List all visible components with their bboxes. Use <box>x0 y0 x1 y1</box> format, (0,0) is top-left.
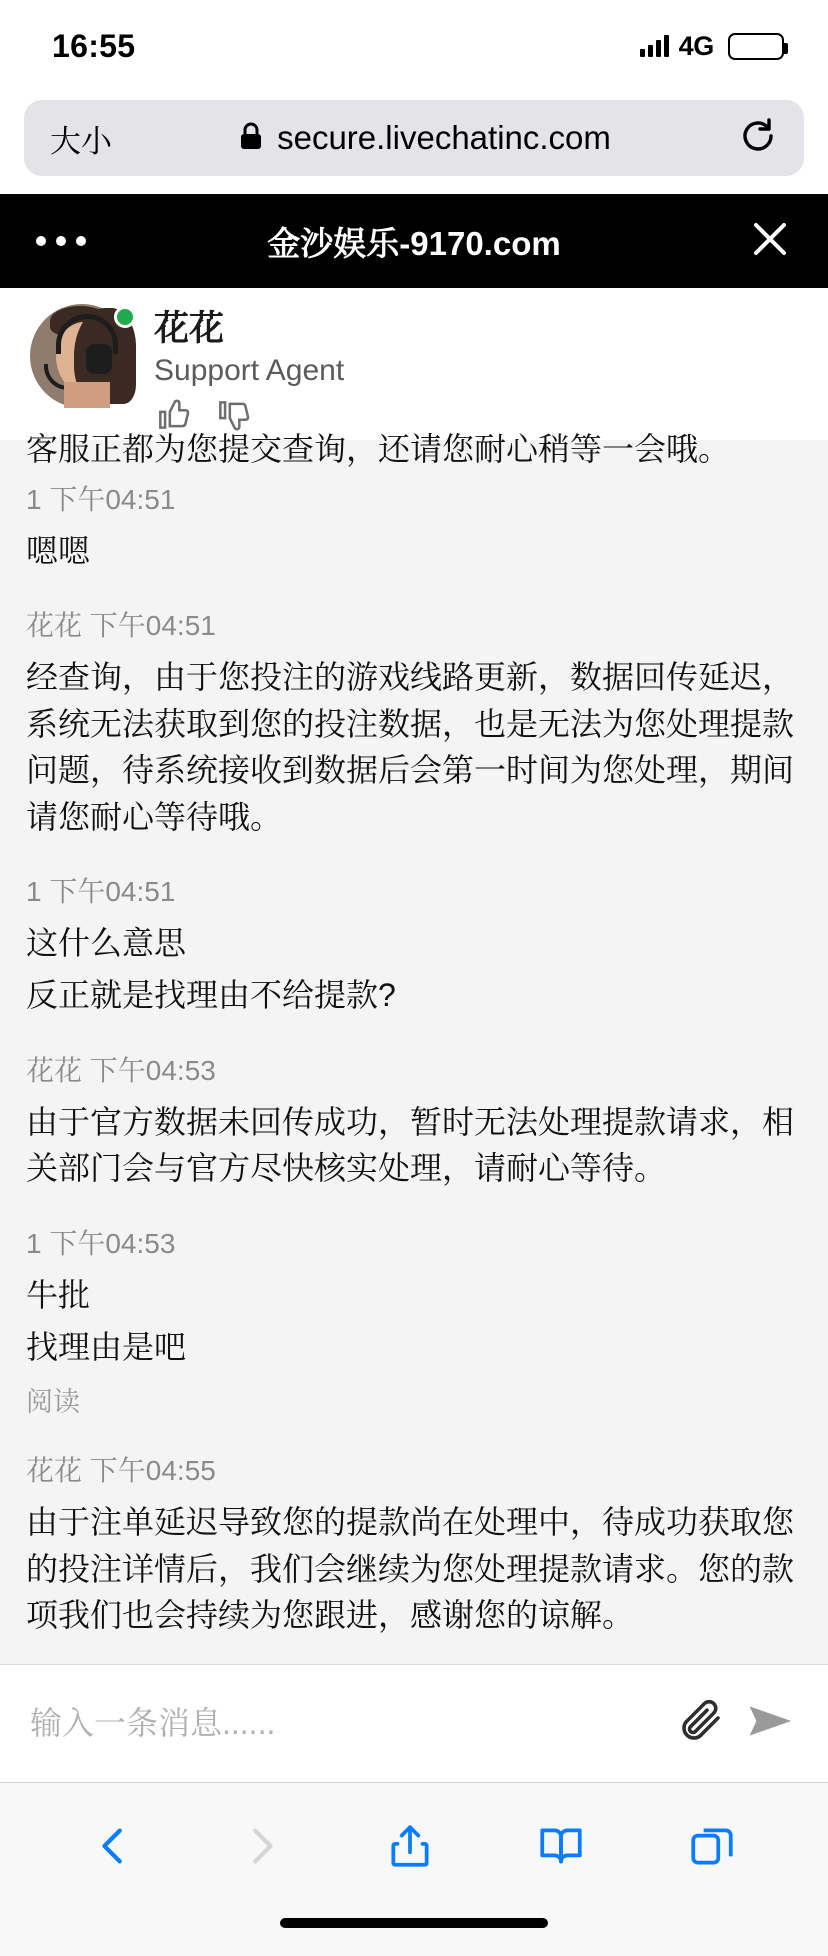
more-dots-icon[interactable] <box>36 236 86 246</box>
agent-role: Support Agent <box>154 354 345 387</box>
chat-topbar <box>0 194 828 288</box>
message-item <box>26 604 802 840</box>
message-text: 找理由是吧 <box>26 1328 187 1365</box>
back-button[interactable] <box>91 1821 137 1871</box>
message-item <box>26 1049 802 1192</box>
message-text: 反正就是找理由不给提款? <box>26 977 396 1014</box>
status-bar <box>0 0 828 92</box>
message-text: 经查询，由于您投注的游戏线路更新，数据回传延迟，系统无法获取到您的投注数据，也是无法为您处理提款问题，待系统接收到数据后会第一时间为您处理，期间请您耐心等待哦。 <box>26 659 795 835</box>
text-size-button[interactable]: 大小 <box>50 123 112 159</box>
url-bar[interactable] <box>24 100 804 176</box>
message-item <box>26 478 802 574</box>
network-type-label: 4G <box>678 30 714 61</box>
message-text: 牛批 <box>26 1276 91 1313</box>
agent-name: 花花 <box>154 309 225 348</box>
message-text: 嗯嗯 <box>26 533 91 569</box>
read-receipt-label: 阅读 <box>26 1387 80 1418</box>
message-input[interactable] <box>30 1705 660 1742</box>
lock-icon <box>239 121 263 156</box>
url-display[interactable] <box>112 119 738 157</box>
home-indicator-area <box>0 1908 828 1956</box>
send-icon[interactable] <box>744 1694 798 1753</box>
paperclip-icon[interactable] <box>678 1697 726 1750</box>
online-status-dot <box>114 306 136 328</box>
bookmarks-button[interactable] <box>536 1821 586 1871</box>
agent-header <box>0 288 828 440</box>
reload-icon[interactable] <box>738 116 778 161</box>
message-list[interactable] <box>0 431 828 1664</box>
clipped-message <box>26 426 802 467</box>
message-meta: 花花 下午04:55 <box>26 1455 216 1487</box>
battery-full-icon <box>728 33 784 60</box>
url-text[interactable]: secure.livechatinc.com <box>277 119 611 156</box>
clipped-message-text: 客服正都为您提交查询，还请您耐心稍等一会哦。 <box>26 431 731 467</box>
close-icon[interactable] <box>748 217 792 266</box>
forward-button[interactable] <box>238 1821 284 1871</box>
message-meta: 花花 下午04:53 <box>26 1054 216 1086</box>
status-time: 16:55 <box>52 27 136 64</box>
message-meta: 花花 下午04:51 <box>26 610 216 642</box>
message-text: 由于官方数据未回传成功，暂时无法处理提款请求，相关部门会与官方尽快核实处理，请耐心等待。 <box>26 1103 795 1187</box>
message-meta: 1 下午04:51 <box>26 484 176 515</box>
browser-url-bar-container <box>0 92 828 194</box>
signal-bars-icon <box>640 35 669 57</box>
message-item <box>26 1449 802 1638</box>
message-text: 由于注单延迟导致您的提款尚在处理中，待成功获取您的投注详情后，我们会继续为您处理提款请求。您的款项我们也会持续为您跟进，感谢您的谅解。 <box>26 1504 795 1634</box>
share-button[interactable] <box>385 1819 435 1873</box>
message-meta: 1 下午04:53 <box>26 1227 176 1259</box>
chat-window-title: 金沙娱乐-9170.com <box>267 224 561 262</box>
message-meta: 1 下午04:51 <box>26 875 176 907</box>
avatar <box>30 304 134 408</box>
message-text: 这什么意思 <box>26 924 187 961</box>
message-item <box>26 870 802 1019</box>
status-indicators <box>640 31 784 62</box>
agent-info <box>154 304 344 439</box>
message-item <box>26 1222 802 1420</box>
home-indicator[interactable] <box>280 1918 548 1928</box>
message-composer <box>0 1664 828 1782</box>
browser-toolbar <box>0 1782 828 1908</box>
tabs-button[interactable] <box>687 1821 737 1871</box>
